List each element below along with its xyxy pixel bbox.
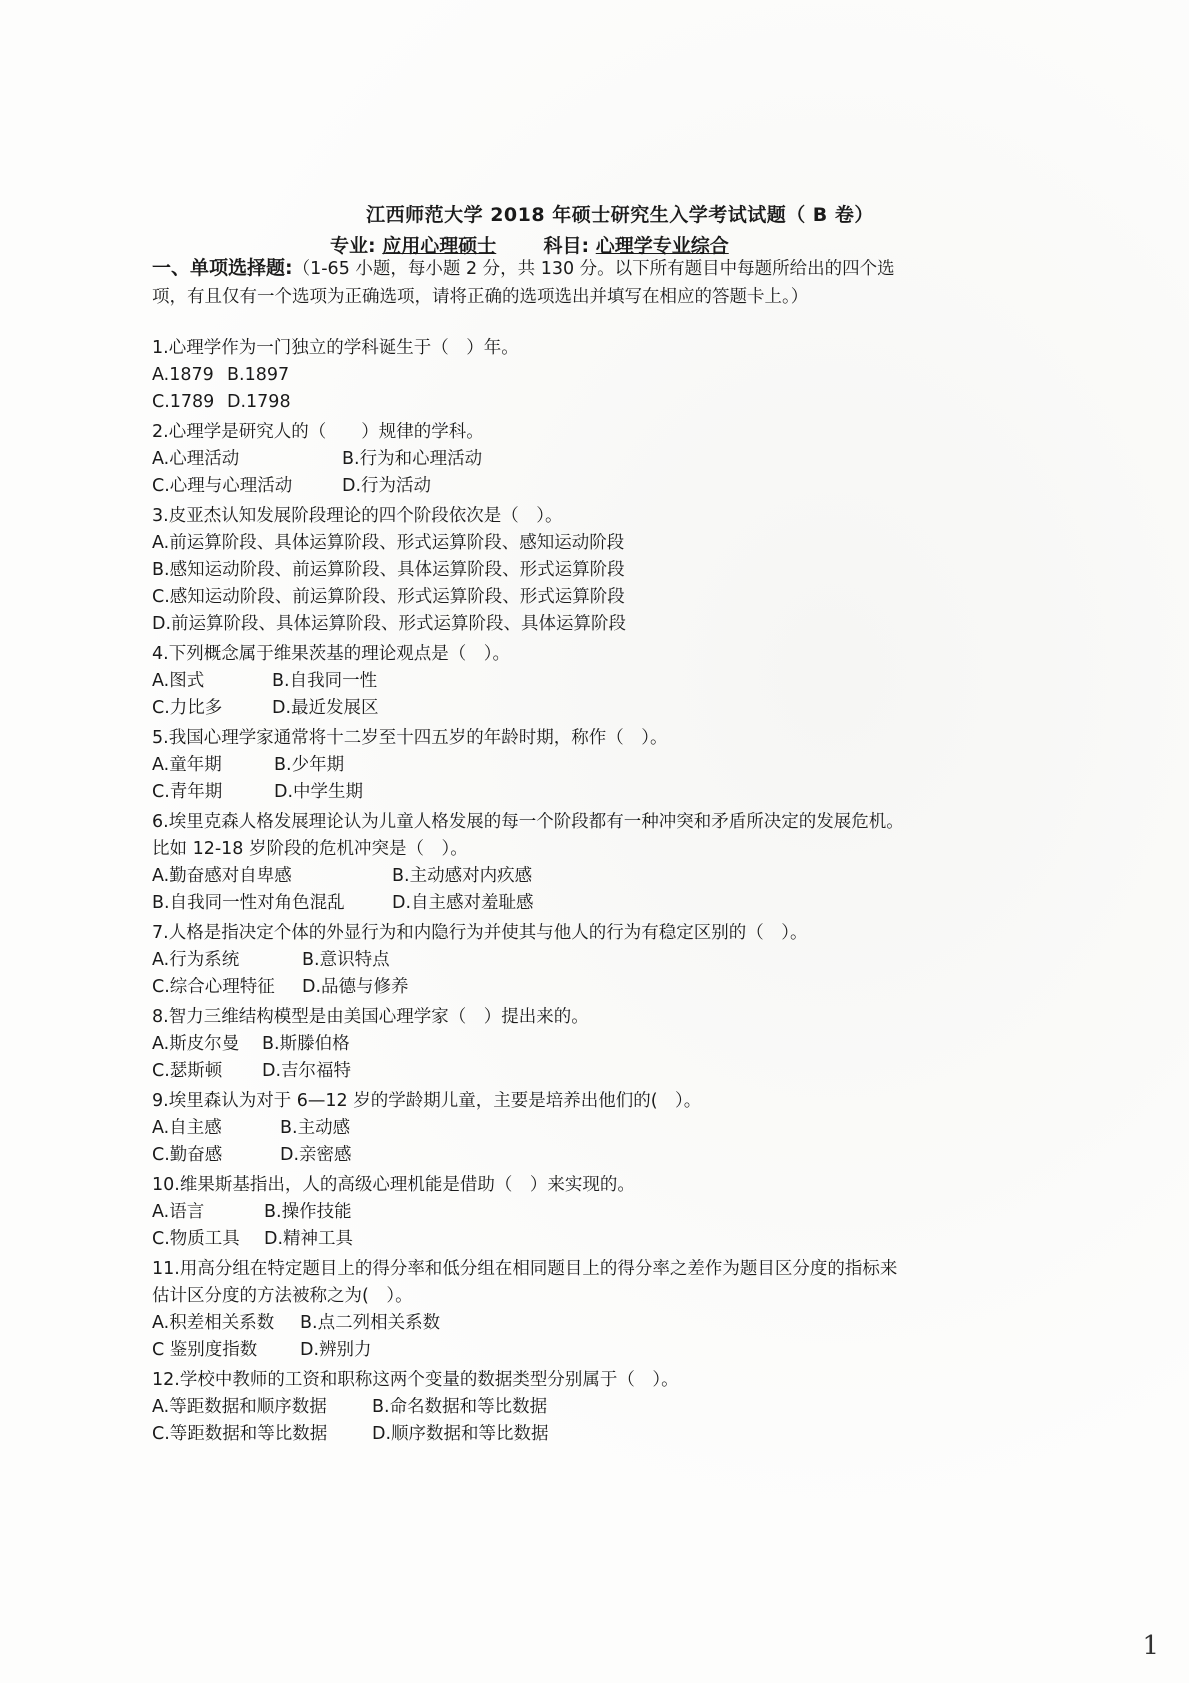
option-a: A.勤奋感对自卑感 xyxy=(152,866,292,886)
question-9 xyxy=(152,1088,912,1169)
option-b: B.感知运动阶段、前运算阶段、具体运算阶段、形式运算阶段 xyxy=(152,560,625,580)
option-c: C.物质工具 xyxy=(152,1229,240,1249)
option-b: B.斯滕伯格 xyxy=(262,1034,350,1054)
question-stem: 1.心理学作为一门独立的学科诞生于（ ）年。 xyxy=(152,338,519,358)
subject-value: 心理学专业综合 xyxy=(595,235,729,257)
question-stem: 3.皮亚杰认知发展阶段理论的四个阶段依次是（ ）。 xyxy=(152,506,563,526)
option-c: B.自我同一性对角色混乱 xyxy=(152,893,345,913)
exam-header xyxy=(150,200,1030,258)
option-c: C.青年期 xyxy=(152,782,223,802)
option-c: C.心理与心理活动 xyxy=(152,476,293,496)
option-a: A.行为系统 xyxy=(152,950,240,970)
option-d: D.自主感对羞耻感 xyxy=(392,893,534,913)
option-a: A.童年期 xyxy=(152,755,222,775)
subject-label: 科目: xyxy=(543,235,590,257)
question-5 xyxy=(152,725,912,806)
option-b: B.意识特点 xyxy=(302,950,390,970)
option-d: D.行为活动 xyxy=(342,476,432,496)
option-d: D.前运算阶段、具体运算阶段、形式运算阶段、具体运算阶段 xyxy=(152,614,627,634)
question-4 xyxy=(152,641,912,722)
option-a: A.斯皮尔曼 xyxy=(152,1034,240,1054)
question-list xyxy=(152,335,912,1451)
option-d: D.1798 xyxy=(227,392,291,412)
question-12 xyxy=(152,1367,912,1448)
major-value: 应用心理硕士 xyxy=(382,235,497,257)
option-a: A.前运算阶段、具体运算阶段、形式运算阶段、感知运动阶段 xyxy=(152,533,625,553)
question-stem: 9.埃里森认为对于 6—12 岁的学龄期儿童，主要是培养出他们的( ）。 xyxy=(152,1091,702,1111)
question-10 xyxy=(152,1172,912,1253)
option-b: B.主动感 xyxy=(280,1118,351,1138)
option-a: A.自主感 xyxy=(152,1118,222,1138)
option-c: C 鉴别度指数 xyxy=(152,1340,258,1360)
option-a: A.心理活动 xyxy=(152,449,240,469)
page-number: 1 xyxy=(1142,1631,1159,1661)
option-b: B.自我同一性 xyxy=(272,671,378,691)
section-instructions: （1-65 小题，每小题 2 分，共 130 分。以下所有题目中每题所给出的四个选项，有且仅有一个选项为正确选项，请将正确的选项选出并填写在相应的答题卡上。） xyxy=(152,259,895,307)
question-6 xyxy=(152,809,912,917)
option-d: D.品德与修养 xyxy=(302,977,409,997)
question-stem: 12.学校中教师的工资和职称这两个变量的数据类型分别属于（ ）。 xyxy=(152,1370,679,1390)
option-d: D.吉尔福特 xyxy=(262,1061,352,1081)
option-d: D.最近发展区 xyxy=(272,698,379,718)
option-c: C.1789 xyxy=(152,392,215,412)
question-stem: 2.心理学是研究人的（ ）规律的学科。 xyxy=(152,422,484,442)
option-c: C.等距数据和等比数据 xyxy=(152,1424,328,1444)
option-b: B.主动感对内疚感 xyxy=(392,866,533,886)
option-c: C.瑟斯顿 xyxy=(152,1061,223,1081)
option-a: A.积差相关系数 xyxy=(152,1313,275,1333)
option-c: C.勤奋感 xyxy=(152,1145,223,1165)
option-b: B.点二列相关系数 xyxy=(300,1313,441,1333)
option-b: B.1897 xyxy=(227,365,290,385)
question-stem: 11.用高分组在特定题目上的得分率和低分组在相同题目上的得分率之差作为题目区分度的指标来估计区分度的方法被称之为( ）。 xyxy=(152,1259,898,1306)
option-c: C.力比多 xyxy=(152,698,223,718)
question-11 xyxy=(152,1256,912,1364)
option-c: C.综合心理特征 xyxy=(152,977,275,997)
option-a: A.语言 xyxy=(152,1202,205,1222)
question-8 xyxy=(152,1004,912,1085)
question-stem: 4.下列概念属于维果茨基的理论观点是（ ）。 xyxy=(152,644,510,664)
question-stem: 6.埃里克森人格发展理论认为儿童人格发展的每一个阶段都有一种冲突和矛盾所决定的发展危机。比如 12-18 岁阶段的危机冲突是（ ）。 xyxy=(152,812,904,859)
option-c: C.感知运动阶段、前运算阶段、形式运算阶段、形式运算阶段 xyxy=(152,587,625,607)
question-7 xyxy=(152,920,912,1001)
option-d: D.辨别力 xyxy=(300,1340,372,1360)
option-d: D.精神工具 xyxy=(264,1229,354,1249)
option-b: B.行为和心理活动 xyxy=(342,449,483,469)
option-b: B.操作技能 xyxy=(264,1202,352,1222)
question-1 xyxy=(152,335,912,416)
option-a: A.等距数据和顺序数据 xyxy=(152,1397,327,1417)
section-heading: 一、单项选择题: xyxy=(152,257,293,279)
major-label: 专业: xyxy=(330,235,376,257)
question-stem: 8.智力三维结构模型是由美国心理学家（ ）提出来的。 xyxy=(152,1007,589,1027)
question-stem: 5.我国心理学家通常将十二岁至十四五岁的年龄时期，称作（ ）。 xyxy=(152,728,668,748)
section-intro xyxy=(152,254,912,311)
option-d: D.顺序数据和等比数据 xyxy=(372,1424,549,1444)
option-b: B.命名数据和等比数据 xyxy=(372,1397,548,1417)
exam-title: 江西师范大学 2018 年硕士研究生入学考试试题（ B 卷） xyxy=(366,204,874,226)
question-2 xyxy=(152,419,912,500)
question-stem: 10.维果斯基指出，人的高级心理机能是借助（ ）来实现的。 xyxy=(152,1175,635,1195)
option-b: B.少年期 xyxy=(274,755,345,775)
question-stem: 7.人格是指决定个体的外显行为和内隐行为并使其与他人的行为有稳定区别的（ ）。 xyxy=(152,923,808,943)
option-a: A.1879 xyxy=(152,365,214,385)
option-a: A.图式 xyxy=(152,671,205,691)
option-d: D.中学生期 xyxy=(274,782,364,802)
question-3 xyxy=(152,503,912,638)
option-d: D.亲密感 xyxy=(280,1145,352,1165)
